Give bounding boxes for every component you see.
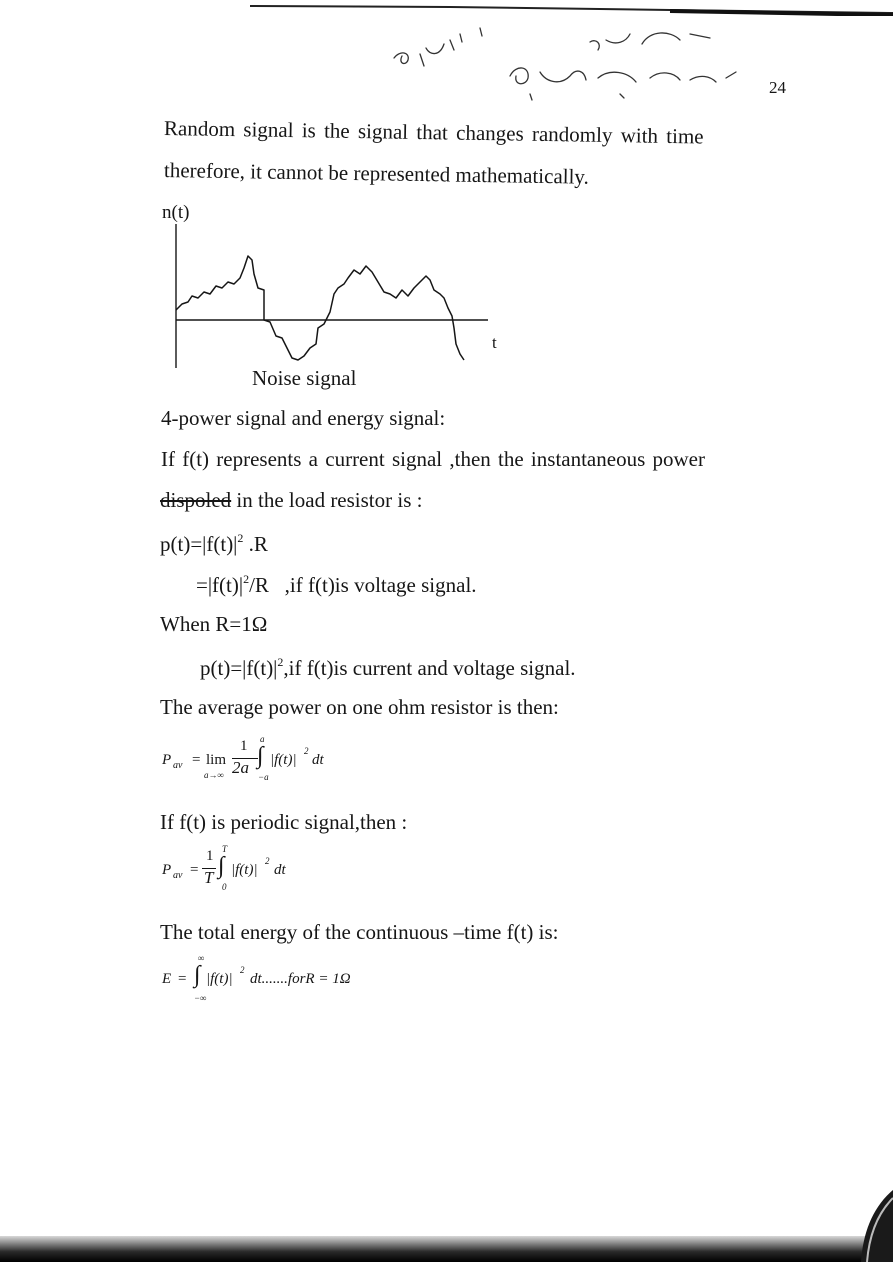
- scan-bottom-edge: [0, 1236, 893, 1262]
- energy-tail: dt.......forR = 1Ω: [250, 971, 351, 987]
- eq1-exponent: 2: [237, 531, 244, 545]
- paragraph-line-2: [160, 490, 422, 511]
- avg-equals: =: [192, 752, 201, 768]
- avg-exponent: 2: [304, 746, 309, 756]
- periodic-signal-text: If f(t) is periodic signal,then :: [160, 810, 408, 834]
- avg-dt: dt: [312, 752, 324, 768]
- intro-line-2: therefore, it cannot be represented mathematically.: [163, 158, 590, 189]
- per-integral-sign: ∫: [218, 853, 225, 879]
- per-lhs: P: [162, 862, 172, 878]
- avg-integral-sign: ∫: [257, 743, 264, 769]
- scan-top-edge: [250, 2, 893, 16]
- figure-y-label: n(t): [162, 202, 190, 223]
- per-exponent: 2: [265, 856, 270, 866]
- average-power-text: The average power on one ohm resistor is then:: [160, 695, 559, 719]
- eq1-part-a: p(t)=|f(t)|: [160, 532, 238, 556]
- energy-equals: =: [178, 971, 187, 987]
- per-denominator: T: [204, 868, 214, 887]
- eq2-exponent: 2: [243, 572, 250, 586]
- eq3-part-a: p(t)=|f(t)|: [200, 656, 278, 680]
- paragraph-line-2-rest: in the load resistor is :: [231, 488, 423, 512]
- noise-waveform: [176, 256, 464, 360]
- per-numerator: 1: [206, 848, 214, 864]
- energy-integrand: |f(t)|: [206, 971, 233, 987]
- paragraph-line-1: If f(t) represents a current signal ,then the instantaneous power: [161, 447, 705, 471]
- energy-lower-limit: −∞: [194, 993, 207, 1003]
- avg-lhs-sub: av: [173, 760, 183, 771]
- eq2-part-a: =|f(t)|: [196, 573, 244, 597]
- eq2-part-b: /R ,if f(t)is voltage signal.: [249, 573, 477, 597]
- avg-numerator: 1: [240, 738, 248, 754]
- noise-signal-figure: [160, 198, 520, 393]
- energy-upper-limit: ∞: [198, 953, 205, 963]
- avg-lim-sub: a→∞: [204, 770, 224, 780]
- struck-word: dispoled: [160, 488, 232, 512]
- average-power-formula: [160, 734, 360, 798]
- per-integrand: |f(t)|: [231, 862, 258, 878]
- page-number: 24: [769, 78, 786, 97]
- figure-caption: Noise signal: [252, 366, 357, 390]
- per-equals: =: [190, 862, 199, 878]
- power-equation-1: [160, 532, 268, 555]
- resistance-condition: When R=1Ω: [160, 612, 268, 636]
- handwritten-annotation: [380, 20, 760, 110]
- total-energy-text: The total energy of the continuous –time f(t) is:: [160, 920, 559, 944]
- eq3-part-b: ,if f(t)is current and voltage signal.: [283, 656, 576, 680]
- figure-x-label: t: [492, 333, 497, 352]
- per-lower-limit: 0: [222, 882, 227, 892]
- per-dt: dt: [274, 862, 286, 878]
- per-lhs-sub: av: [173, 870, 183, 881]
- intro-line-1: Random signal is the signal that changes randomly with time: [163, 116, 704, 149]
- energy-lhs: E: [162, 971, 172, 987]
- avg-upper-limit: a: [260, 734, 265, 744]
- avg-lim: lim: [206, 752, 227, 768]
- power-equation-2: [196, 573, 477, 596]
- avg-lhs: P: [162, 752, 172, 768]
- avg-denominator: 2a: [232, 758, 249, 777]
- energy-exponent: 2: [240, 965, 245, 975]
- eq1-part-b: .R: [243, 532, 268, 556]
- power-equation-3: [200, 656, 576, 679]
- energy-formula: [160, 955, 400, 1015]
- energy-integral-sign: ∫: [194, 962, 201, 988]
- avg-lower-limit: −a: [258, 772, 269, 782]
- eq3-exponent: 2: [277, 655, 284, 669]
- per-upper-limit: T: [222, 844, 228, 854]
- scan-page-corner: [833, 1182, 893, 1262]
- periodic-power-formula: [160, 844, 320, 908]
- section-heading: 4-power signal and energy signal:: [161, 406, 446, 430]
- avg-integrand: |f(t)|: [270, 752, 297, 768]
